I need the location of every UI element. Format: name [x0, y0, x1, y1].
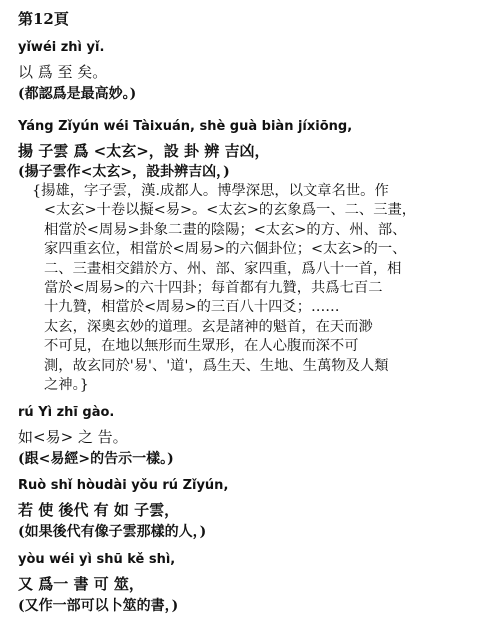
- verse-text-row: [18, 61, 488, 82]
- pinyin-line: yǐwéi zhì yǐ.: [18, 40, 105, 55]
- verse-text-row: [18, 426, 488, 447]
- verse-block: [18, 40, 488, 55]
- translation-gloss: (跟<易經>的告示一樣。): [18, 451, 174, 467]
- commentary-line: 十九贊，相當於<周易>的三百八十四爻；……: [44, 299, 340, 316]
- commentary-line: 二、三畫相交錯於方、州、部、家四重，爲八十一首，相: [44, 260, 402, 277]
- verse-block: [18, 478, 488, 493]
- translation-gloss: (都認爲是最高妙。): [18, 86, 137, 102]
- verse-block: [18, 405, 488, 420]
- commentary-line: 相當於<周易>卦象二畫的陰陽；<太玄>的方、州、部、: [44, 221, 407, 238]
- verse-block: [18, 552, 488, 567]
- pinyin-line: Yáng Zǐyún wéi Tàixuán, shè guà biàn jíxiōng,: [18, 119, 353, 134]
- chinese-text-line: 若 使 後代 有 如 子雲，: [18, 501, 180, 519]
- commentary-line: 不可見，在地以無形而生眾形，在人心腹而深不可: [44, 338, 359, 355]
- gloss-row: [18, 83, 488, 103]
- commentary-block: [32, 182, 488, 395]
- pinyin-line: yòu wéi yì shū kě shì,: [18, 552, 176, 567]
- gloss-row: [18, 161, 488, 181]
- translation-gloss: (如果後代有像子雲那樣的人，): [18, 524, 207, 540]
- gloss-row: [18, 521, 488, 541]
- commentary-line: 之神。}: [44, 377, 89, 394]
- verse-text-row: [18, 140, 488, 161]
- gloss-row: [18, 595, 488, 615]
- translation-gloss: (揚子雲作<太玄>，設卦辨吉凶，): [18, 164, 230, 180]
- chinese-text-line: 揚 子雲 爲 <太玄>，設 卦 辨 吉凶，: [18, 142, 270, 160]
- chinese-text-line: 以 爲 至 矣。: [18, 63, 108, 81]
- commentary-line: 家四重玄位，相當於<周易>的六個卦位；<太玄>的一、: [44, 241, 407, 258]
- translation-gloss: (又作一部可以卜筮的書，): [18, 598, 179, 614]
- commentary-line: 太玄，深奧玄妙的道理。玄是諸神的魁首，在天而渺: [44, 318, 373, 335]
- verse-text-row: [18, 573, 488, 594]
- chinese-text-line: 又 爲一 書 可 筮，: [18, 575, 144, 593]
- chinese-text-line: 如<易> 之 告。: [18, 428, 128, 446]
- pinyin-line: Ruò shǐ hòudài yǒu rú Zǐyún,: [18, 478, 229, 493]
- commentary-line: 測，故玄同於'易'、'道'，爲生天、生地、生萬物及人類: [44, 357, 389, 374]
- commentary-line: {揚雄，字子雲，漢.成都人。博學深思，以文章名世。作: [32, 183, 389, 199]
- commentary-line: 當於<周易>的六十四卦；每首都有九贊，共爲七百二: [44, 280, 383, 297]
- commentary-line: <太玄>十卷以擬<易>。<太玄>的玄象爲一、二、三畫，: [44, 202, 417, 219]
- page-number: 第12頁: [18, 10, 69, 28]
- gloss-row: [18, 448, 488, 468]
- pinyin-line: rú Yì zhī gào.: [18, 405, 115, 420]
- verse-text-row: [18, 499, 488, 520]
- verse-block: [18, 119, 488, 134]
